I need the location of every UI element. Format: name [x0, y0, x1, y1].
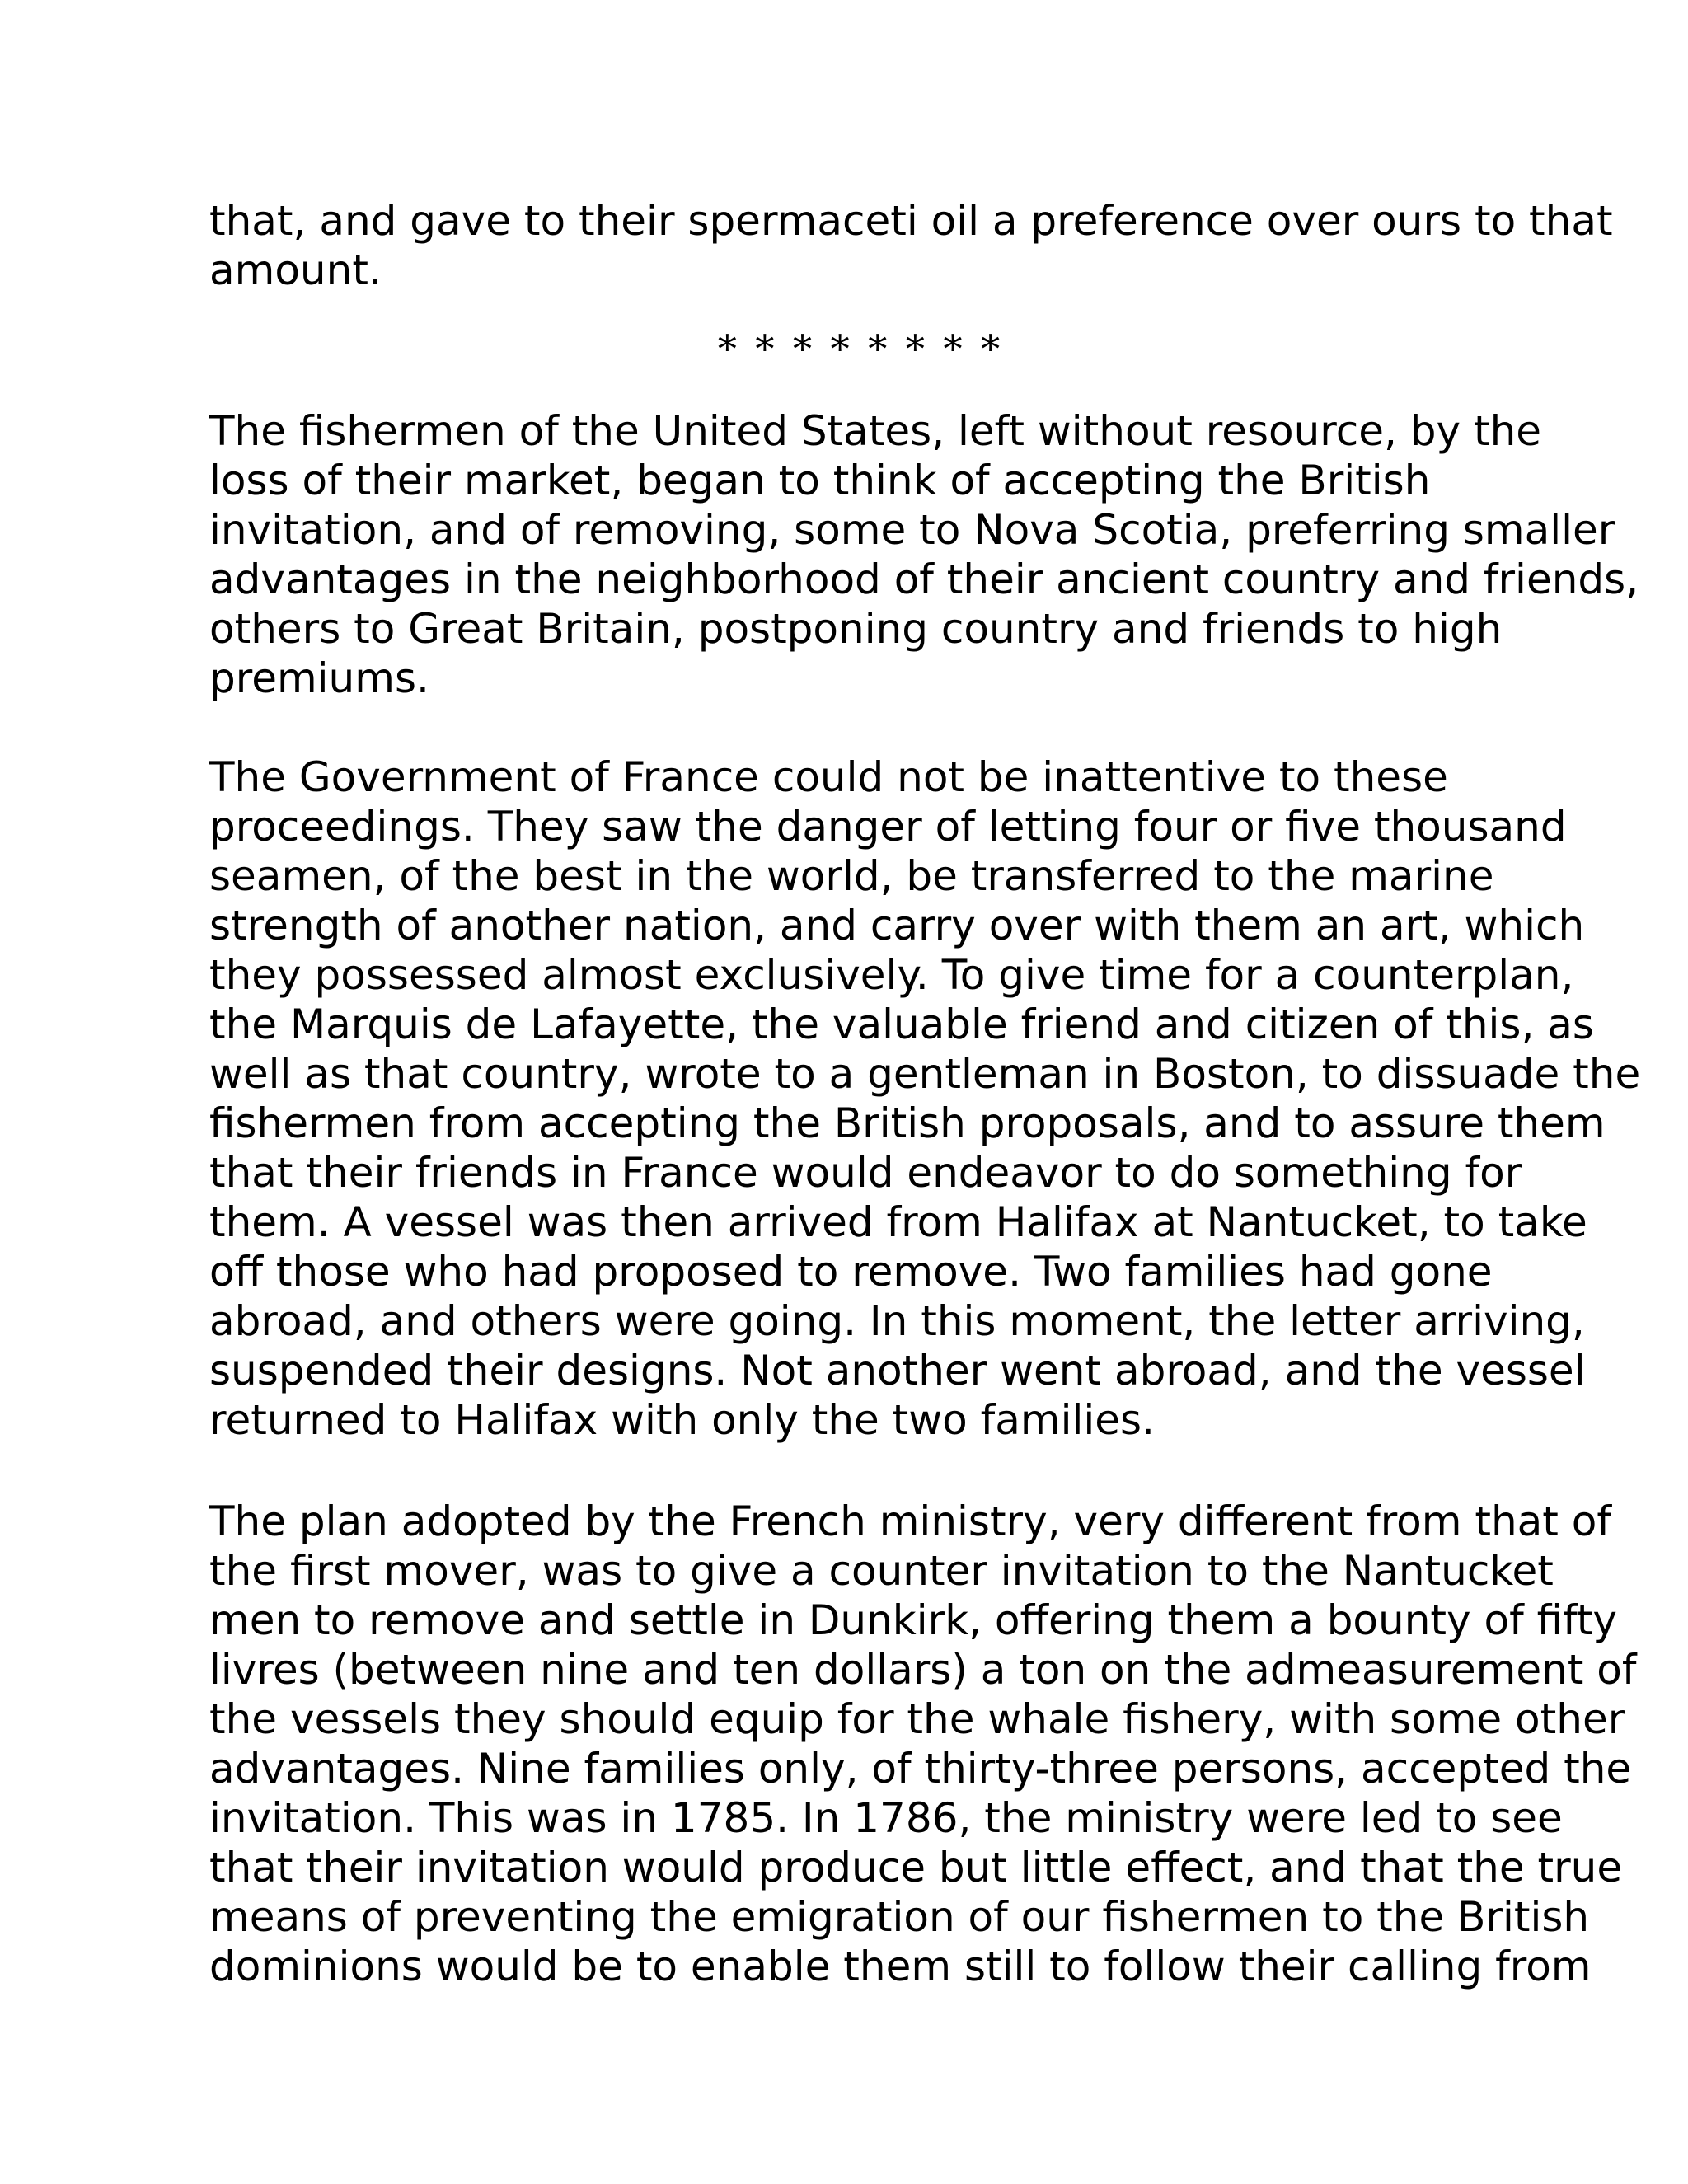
text-line: proceedings. They saw the danger of letting four or five thousand — [209, 803, 1567, 851]
text-line: The fishermen of the United States, left without resource, by the — [209, 407, 1542, 455]
text-line: that their friends in France would endeavor to do something for — [209, 1149, 1522, 1197]
text-line: them. A vessel was then arrived from Halifax at Nantucket, to take — [209, 1198, 1587, 1246]
text-line: amount. — [209, 246, 382, 294]
text-line: premiums. — [209, 654, 429, 702]
text-line: The Government of France could not be inattentive to these — [209, 753, 1448, 801]
text-line: invitation. This was in 1785. In 1786, the ministry were led to see — [209, 1794, 1563, 1842]
text-line: that their invitation would produce but little effect, and that the true — [209, 1844, 1623, 1891]
text-line: seamen, of the best in the world, be transferred to the marine — [209, 852, 1494, 900]
text-line: The plan adopted by the French ministry, very different from that of — [209, 1497, 1612, 1545]
text-line: invitation, and of removing, some to Nova Scotia, preferring smaller — [209, 506, 1615, 554]
text-line: loss of their market, began to think of accepting the British — [209, 457, 1431, 504]
text-line: suspended their designs. Not another went abroad, and the vessel — [209, 1347, 1586, 1394]
text-line: men to remove and settle in Dunkirk, offering them a bounty of fifty — [209, 1596, 1617, 1644]
text-line: others to Great Britain, postponing country and friends to high — [209, 605, 1503, 653]
section-separator: * * * * * * * * — [717, 326, 1004, 371]
text-line: the first mover, was to give a counter invitation to the Nantucket — [209, 1547, 1554, 1595]
text-line: the Marquis de Lafayette, the valuable friend and citizen of this, as — [209, 1001, 1594, 1048]
paragraph-1 — [209, 406, 1639, 703]
text-line: that, and gave to their spermaceti oil a preference over ours to that — [209, 197, 1613, 245]
text-line: abroad, and others were going. In this moment, the letter arriving, — [209, 1297, 1585, 1345]
text-line: fishermen from accepting the British proposals, and to assure them — [209, 1099, 1606, 1147]
paragraph-3 — [209, 1497, 1637, 1991]
text-line: well as that country, wrote to a gentleman in Boston, to dissuade the — [209, 1050, 1641, 1098]
text-line: advantages. Nine families only, of thirty-three persons, accepted the — [209, 1745, 1632, 1793]
text-line: livres (between nine and ten dollars) a ton on the admeasurement of — [209, 1646, 1637, 1694]
text-line: off those who had proposed to remove. Two families had gone — [209, 1248, 1493, 1296]
paragraph-2 — [209, 752, 1641, 1445]
text-line: advantages in the neighborhood of their ancient country and friends, — [209, 555, 1639, 603]
fragment-paragraph — [209, 196, 1613, 295]
text-line: the vessels they should equip for the whale fishery, with some other — [209, 1695, 1625, 1743]
text-line: means of preventing the emigration of our fishermen to the British — [209, 1893, 1590, 1941]
text-line: returned to Halifax with only the two families. — [209, 1396, 1155, 1444]
text-line: they possessed almost exclusively. To give time for a counterplan, — [209, 951, 1574, 999]
text-line: dominions would be to enable them still to follow their calling from — [209, 1943, 1592, 1990]
text-line: strength of another nation, and carry over with them an art, which — [209, 902, 1585, 949]
